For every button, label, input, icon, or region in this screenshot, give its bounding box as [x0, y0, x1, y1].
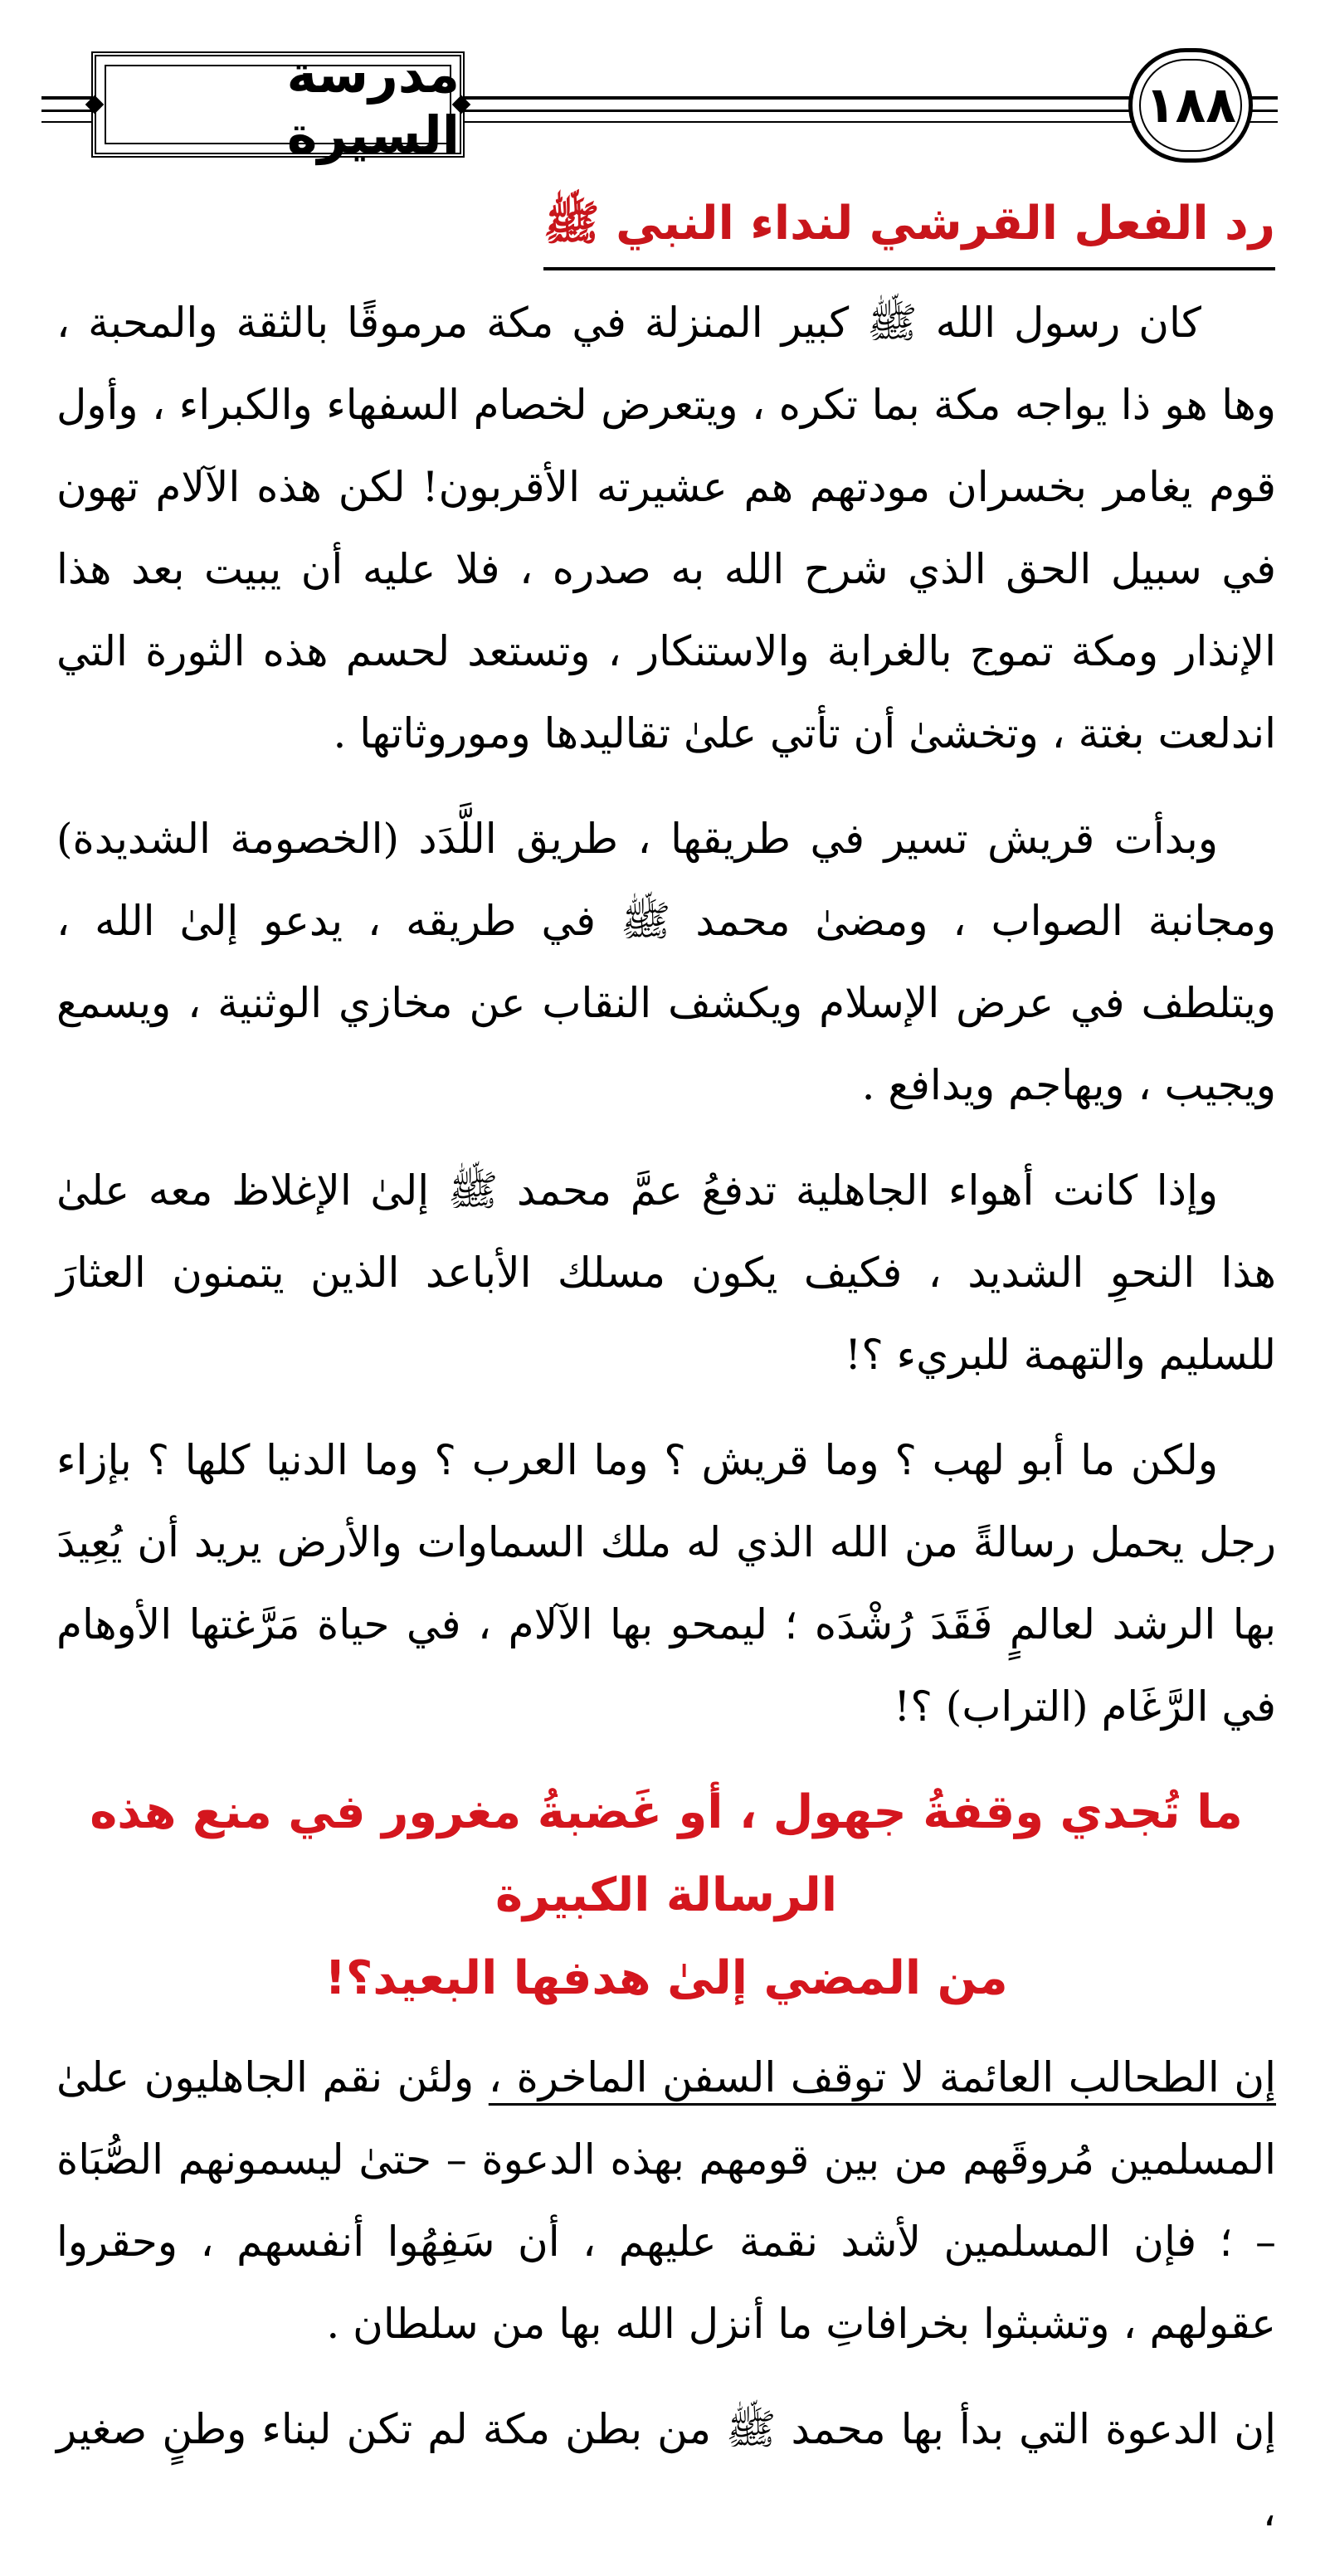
book-title-frame [91, 44, 465, 165]
page-number-frame [1128, 48, 1253, 163]
page-body [56, 282, 1276, 2576]
quote-line: من المضي إلىٰ هدفها البعيد؟! [324, 1951, 1008, 2005]
book-title: مدرسة السيرة [286, 44, 460, 165]
paragraph: كان رسول الله ﷺ كبير المنزلة في مكة مرموقًا بالثقة والمحبة ، وها هو ذا يواجه مكة بما تكره ، ويتعرض لخصام السفهاء والكبراء ، وأول قوم يغامر بخسران مودتهم هم عشيرته الأقربون! لكن هذه الآلام تهون في سبيل الحق الذي شرح الله به صدره ، فلا عليه أن يبيت بعد هذا الإنذار ومكة تموج بالغرابة والاستنكار ، وتستعد لحسم هذه الثورة التي اندلعت بغتة ، وتخشىٰ أن تأتي علىٰ تقاليدها وموروثاتها . [56, 299, 1276, 757]
paragraph-text: ولئن نقم الجاهليون علىٰ المسلمين مُروقَهم من بين قومهم بهذه الدعوة – حتىٰ ليسمونهم الصُّبَاة – ؛ فإن المسلمين لأشد نقمة عليهم ، أن سَفِهُوا أنفسهم ، وحقروا عقولهم ، وتشبثوا بخرافاتِ ما أنزل الله بها من سلطان . [56, 2053, 1276, 2348]
section-heading: رد الفعل القرشي لنداء النبي ﷺ [543, 195, 1275, 270]
highlighted-quote [90, 1771, 1243, 2020]
quote-line: ما تُجدي وقفةُ جهول ، أو غَضبةُ مغرور في منع هذه الرسالة الكبيرة [90, 1785, 1243, 1922]
page-header [41, 41, 1278, 174]
paragraph: وإذا كانت أهواء الجاهلية تدفعُ عمَّ محمد ﷺ إلىٰ الإغلاظ معه علىٰ هذا النحوِ الشديد ، فكيف يكون مسلك الأباعد الذين يتمنون العثارَ للسليم والتهمة للبريء ؟! [56, 1166, 1276, 1379]
underlined-phrase: إن الطحالب العائمة لا توقف السفن الماخرة ، [488, 2053, 1277, 2101]
paragraph: إن الدعوة التي بدأ بها محمد ﷺ من بطن مكة لم تكن لبناء وطنٍ صغير ، [56, 2405, 1276, 2535]
paragraph: وبدأت قريش تسير في طريقها ، طريق اللَّدَد (الخصومة الشديدة) ومجانبة الصواب ، ومضىٰ محمد ﷺ في طريقه ، يدعو إلىٰ الله ، ويتلطف في عرض الإسلام ويكشف النقاب عن مخازي الوثنية ، ويسمع ويجيب ، ويهاجم ويدافع . [56, 815, 1276, 1109]
paragraph [56, 2037, 1276, 2365]
page-number: ١٨٨ [1145, 76, 1236, 134]
paragraph: ولكن ما أبو لهب ؟ وما قريش ؟ وما العرب ؟ وما الدنيا كلها ؟ بإزاء رجل يحمل رسالةً من الله الذي له ملك السماوات والأرض يريد أن يُعِيدَ بها الرشد لعالمٍ فَقَدَ رُشْدَه ؛ ليمحو بها الآلام ، في حياة مَرَّغتها الأوهام في الرَّغَام (التراب) ؟! [56, 1436, 1276, 1731]
